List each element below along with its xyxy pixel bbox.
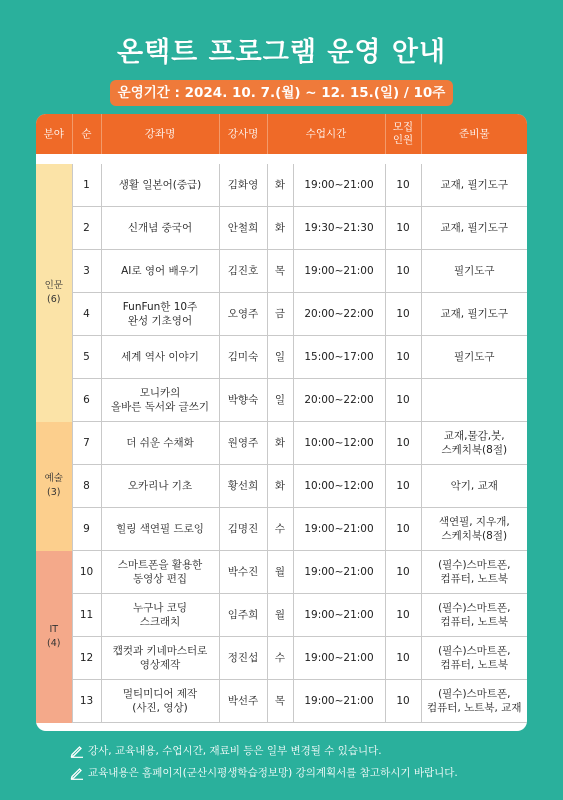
row-number-cell: 13 <box>72 680 101 723</box>
category-cell: 인문 (6) <box>36 164 72 422</box>
teacher-name-cell: 임주희 <box>219 594 267 637</box>
class-day-cell: 월 <box>267 551 293 594</box>
class-time-cell: 20:00~22:00 <box>293 293 385 336</box>
table-row <box>36 422 527 465</box>
capacity-cell: 10 <box>385 594 421 637</box>
materials-cell: 교재, 필기도구 <box>421 164 527 207</box>
note-item <box>70 740 550 762</box>
row-number-cell: 11 <box>72 594 101 637</box>
course-name-cell: 세계 역사 이야기 <box>101 336 219 379</box>
teacher-name-cell: 황선희 <box>219 465 267 508</box>
class-day-cell: 화 <box>267 422 293 465</box>
teacher-name-cell: 김화영 <box>219 164 267 207</box>
course-name-cell: 더 쉬운 수채화 <box>101 422 219 465</box>
table-row <box>36 207 527 250</box>
course-name-cell: 생활 일본어(중급) <box>101 164 219 207</box>
materials-cell: (필수)스마트폰, 컴퓨터, 노트북, 교재 <box>421 680 527 723</box>
course-name-cell: AI로 영어 배우기 <box>101 250 219 293</box>
table-header <box>36 114 527 154</box>
capacity-cell: 10 <box>385 207 421 250</box>
class-time-cell: 19:00~21:00 <box>293 594 385 637</box>
table-row <box>36 465 527 508</box>
teacher-name-cell: 오영주 <box>219 293 267 336</box>
note-text: 교육내용은 홈페이지(군산시평생학습정보망) 강의계획서를 참고하시기 바랍니다. <box>88 767 458 779</box>
program-table <box>36 114 527 723</box>
class-day-cell: 금 <box>267 293 293 336</box>
class-time-cell: 19:00~21:00 <box>293 250 385 293</box>
class-time-cell: 10:00~12:00 <box>293 465 385 508</box>
materials-cell: 교재, 필기도구 <box>421 207 527 250</box>
class-time-cell: 19:00~21:00 <box>293 164 385 207</box>
course-name-cell: 스마트폰을 활용한 동영상 편집 <box>101 551 219 594</box>
table-row <box>36 594 527 637</box>
capacity-cell: 10 <box>385 379 421 422</box>
materials-cell: 필기도구 <box>421 250 527 293</box>
table-row <box>36 293 527 336</box>
page-title: 온택트 프로그램 운영 안내 <box>116 37 447 68</box>
class-day-cell: 화 <box>267 465 293 508</box>
class-time-cell: 19:00~21:00 <box>293 637 385 680</box>
class-day-cell: 월 <box>267 594 293 637</box>
row-number-cell: 6 <box>72 379 101 422</box>
header-capacity: 모집 인원 <box>385 114 421 154</box>
capacity-cell: 10 <box>385 465 421 508</box>
capacity-cell: 10 <box>385 164 421 207</box>
capacity-cell: 10 <box>385 293 421 336</box>
class-time-cell: 20:00~22:00 <box>293 379 385 422</box>
header-materials: 준비물 <box>421 114 527 154</box>
schedule-card <box>36 114 527 731</box>
row-number-cell: 2 <box>72 207 101 250</box>
pencil-icon <box>70 744 84 758</box>
teacher-name-cell: 김명진 <box>219 508 267 551</box>
teacher-name-cell: 안철희 <box>219 207 267 250</box>
header-course: 강좌명 <box>101 114 219 154</box>
period-banner: 운영기간 : 2024. 10. 7.(월) ~ 12. 15.(일) / 10주 <box>110 80 453 106</box>
class-time-cell: 10:00~12:00 <box>293 422 385 465</box>
row-number-cell: 1 <box>72 164 101 207</box>
row-number-cell: 12 <box>72 637 101 680</box>
teacher-name-cell: 박수진 <box>219 551 267 594</box>
note-item <box>70 762 550 784</box>
teacher-name-cell: 김미숙 <box>219 336 267 379</box>
table-row <box>36 680 527 723</box>
table-row <box>36 164 527 207</box>
course-name-cell: 신개념 중국어 <box>101 207 219 250</box>
class-day-cell: 목 <box>267 250 293 293</box>
class-time-cell: 15:00~17:00 <box>293 336 385 379</box>
pencil-icon <box>70 766 84 780</box>
capacity-cell: 10 <box>385 637 421 680</box>
row-number-cell: 9 <box>72 508 101 551</box>
table-row <box>36 250 527 293</box>
notes <box>70 740 550 784</box>
row-number-cell: 10 <box>72 551 101 594</box>
materials-cell: (필수)스마트폰, 컴퓨터, 노트북 <box>421 594 527 637</box>
table-body <box>36 154 527 723</box>
materials-cell: 교재,물감,붓, 스케치북(8절) <box>421 422 527 465</box>
teacher-name-cell: 김진호 <box>219 250 267 293</box>
header-gap-row <box>36 154 527 164</box>
table-row <box>36 379 527 422</box>
materials-cell: (필수)스마트폰, 컴퓨터, 노트북 <box>421 551 527 594</box>
category-cell: 예술 (3) <box>36 422 72 551</box>
materials-cell: 필기도구 <box>421 336 527 379</box>
header-no: 순 <box>72 114 101 154</box>
course-name-cell: 오카리나 기초 <box>101 465 219 508</box>
course-name-cell: 누구나 코딩 스크래치 <box>101 594 219 637</box>
row-number-cell: 4 <box>72 293 101 336</box>
materials-cell: 교재, 필기도구 <box>421 293 527 336</box>
capacity-cell: 10 <box>385 250 421 293</box>
capacity-cell: 10 <box>385 508 421 551</box>
table-row <box>36 551 527 594</box>
class-time-cell: 19:00~21:00 <box>293 680 385 723</box>
course-name-cell: 힐링 색연필 드로잉 <box>101 508 219 551</box>
class-time-cell: 19:00~21:00 <box>293 551 385 594</box>
table-row <box>36 336 527 379</box>
teacher-name-cell: 원영주 <box>219 422 267 465</box>
row-number-cell: 5 <box>72 336 101 379</box>
capacity-cell: 10 <box>385 551 421 594</box>
teacher-name-cell: 정진섭 <box>219 637 267 680</box>
class-time-cell: 19:30~21:30 <box>293 207 385 250</box>
class-day-cell: 목 <box>267 680 293 723</box>
class-day-cell: 수 <box>267 508 293 551</box>
header-teacher: 강사명 <box>219 114 267 154</box>
class-day-cell: 수 <box>267 637 293 680</box>
capacity-cell: 10 <box>385 336 421 379</box>
course-name-cell: 멀티미디어 제작 (사진, 영상) <box>101 680 219 723</box>
class-time-cell: 19:00~21:00 <box>293 508 385 551</box>
row-number-cell: 8 <box>72 465 101 508</box>
capacity-cell: 10 <box>385 680 421 723</box>
course-name-cell: 모니카의 올바른 독서와 글쓰기 <box>101 379 219 422</box>
capacity-cell: 10 <box>385 422 421 465</box>
class-day-cell: 화 <box>267 164 293 207</box>
materials-cell: 색연필, 지우개, 스케치북(8절) <box>421 508 527 551</box>
course-name-cell: 캡컷과 키네마스터로 영상제작 <box>101 637 219 680</box>
table-row <box>36 508 527 551</box>
table-row <box>36 637 527 680</box>
header-time: 수업시간 <box>267 114 385 154</box>
materials-cell <box>421 379 527 422</box>
class-day-cell: 일 <box>267 379 293 422</box>
class-day-cell: 화 <box>267 207 293 250</box>
note-text: 강사, 교육내용, 수업시간, 재료비 등은 일부 변경될 수 있습니다. <box>88 745 382 757</box>
materials-cell: 악기, 교재 <box>421 465 527 508</box>
category-cell: IT (4) <box>36 551 72 723</box>
course-name-cell: FunFun한 10주 완성 기초영어 <box>101 293 219 336</box>
teacher-name-cell: 박향숙 <box>219 379 267 422</box>
header-field: 분야 <box>36 114 72 154</box>
materials-cell: (필수)스마트폰, 컴퓨터, 노트북 <box>421 637 527 680</box>
row-number-cell: 7 <box>72 422 101 465</box>
row-number-cell: 3 <box>72 250 101 293</box>
teacher-name-cell: 박선주 <box>219 680 267 723</box>
class-day-cell: 일 <box>267 336 293 379</box>
